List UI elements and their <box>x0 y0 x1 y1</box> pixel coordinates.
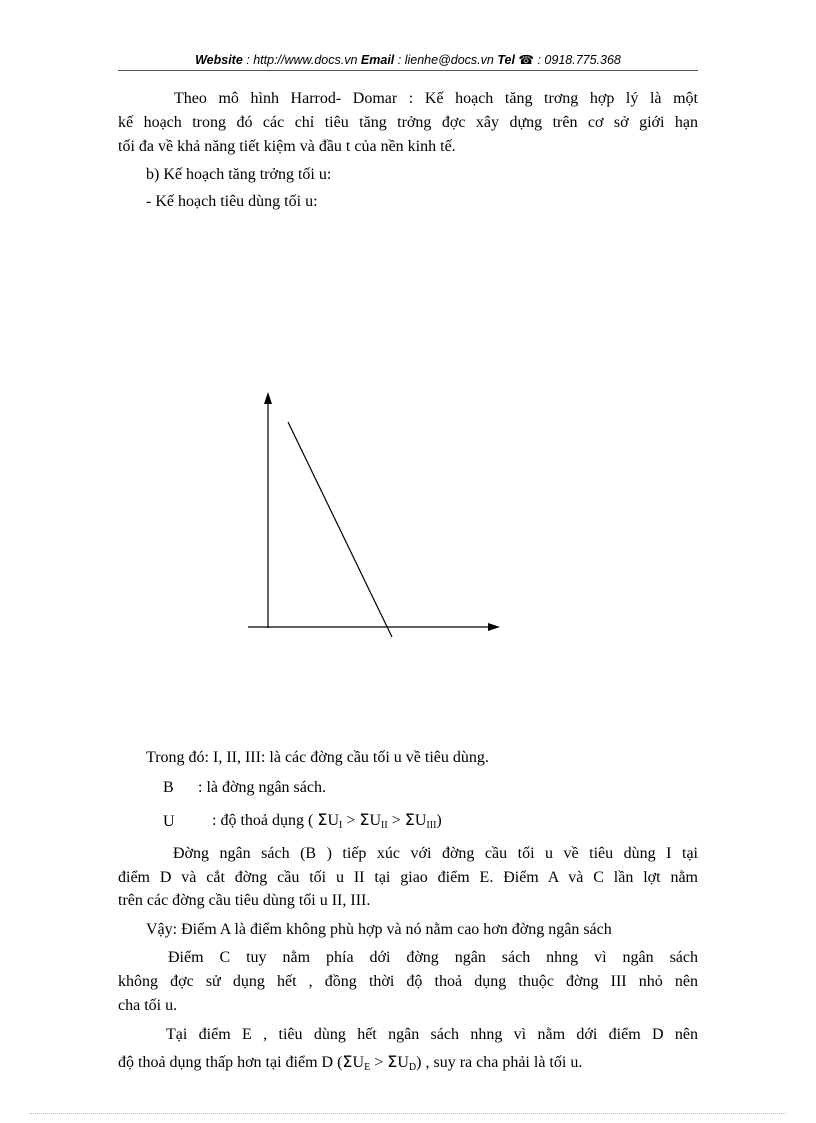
website-link[interactable]: http://www.docs.vn <box>253 53 358 67</box>
x-axis-arrow <box>488 623 500 631</box>
header-contact-line: Website : http://www.docs.vn Email : lienhe@docs.vn Tel ☎ : 0918.775.368 <box>195 53 621 67</box>
para2-line2: điểm D và cắt đờng cầu tối u II tại giao điểm E. Điểm A và C lần lợt nằm <box>118 869 698 886</box>
para5-line2-prefix: độ thoả dụng thấp hơn tại điểm D ( <box>118 1054 343 1071</box>
ue-sub: E <box>364 1062 371 1073</box>
email-label: Email <box>360 53 395 67</box>
tel-value: 0918.775.368 <box>544 53 621 67</box>
para2-line1: Đờng ngân sách (B ) tiếp xúc với đờng cầu tối u về tiêu dùng I tại <box>173 845 698 862</box>
para5-line2-suffix: ) , suy ra cha phải là tối u. <box>416 1054 583 1071</box>
sigma-symbol: Σ <box>359 810 370 829</box>
u-sub-2: II <box>381 820 388 831</box>
sigma-symbol: Σ <box>404 810 415 829</box>
where-line: Trong đó: I, II, III: là các đờng cầu tối u về tiêu dùng. <box>146 749 489 766</box>
sigma-symbol: Σ <box>342 1052 353 1071</box>
u-symbol: U <box>163 813 175 830</box>
para4-line2: không đợc sử dụng hết , đồng thời độ thoả dụng thuộc đờng III nhỏ nên <box>118 973 698 990</box>
email-link[interactable]: lienhe@docs.vn <box>404 53 494 67</box>
u-sub-3: III <box>426 820 437 831</box>
para4-line3: cha tối u. <box>118 997 178 1014</box>
item-b: b) Kế hoạch tăng trởng tối u: <box>146 166 332 183</box>
y-axis-arrow <box>264 392 272 404</box>
item-dash: - Kế hoạch tiêu dùng tối u: <box>146 193 318 210</box>
tel-label: Tel <box>497 53 515 67</box>
u-description: : độ thoả dụng ( $\Sigma U_I > \Sigma U_{II} > \Sigma U_{III}$) <box>212 810 442 831</box>
ud-sub: D <box>408 1062 417 1073</box>
b-symbol: B <box>163 779 174 796</box>
u-desc-prefix: : độ thoả dụng ( <box>212 812 314 829</box>
u-desc-suffix: ) <box>436 812 442 829</box>
budget-line <box>288 422 392 637</box>
sigma-symbol: Σ <box>317 810 328 829</box>
b-description: : là đờng ngân sách. <box>198 779 326 796</box>
para1-line1: Theo mô hình Harrod- Domar : Kế hoạch tăng trơng hợp lý là một <box>174 90 698 107</box>
para5-line2: độ thoả dụng thấp hơn tại điểm D $(\Sigma U_E > \Sigma U_D)$ , suy ra cha phải là tối u. <box>118 1052 583 1073</box>
para4-line1: Điểm C tuy nằm phía dới đờng ngân sách nhng vì ngân sách <box>168 949 698 966</box>
para3: Vậy: Điểm A là điểm không phù hợp và nó nằm cao hơn đờng ngân sách <box>146 921 612 938</box>
footer-rule <box>30 1113 786 1114</box>
sigma-symbol: Σ <box>387 1052 398 1071</box>
u-sub-1: I <box>339 820 343 831</box>
para1-line2: kế hoạch trong đó các chỉ tiêu tăng trởng đợc xây dựng trên cơ sở giới hạn <box>118 114 698 131</box>
website-label: Website <box>195 53 243 67</box>
para5-line1: Tại điểm E , tiêu dùng hết ngân sách nhng vì nằm dới điểm D nên <box>166 1026 698 1043</box>
para1-line3: tối đa về khả năng tiết kiệm và đầu t của nền kinh tế. <box>118 138 456 155</box>
phone-icon: ☎ <box>518 53 534 67</box>
para2-line3: trên các đờng cầu tiêu dùng tối u II, III. <box>118 892 371 909</box>
